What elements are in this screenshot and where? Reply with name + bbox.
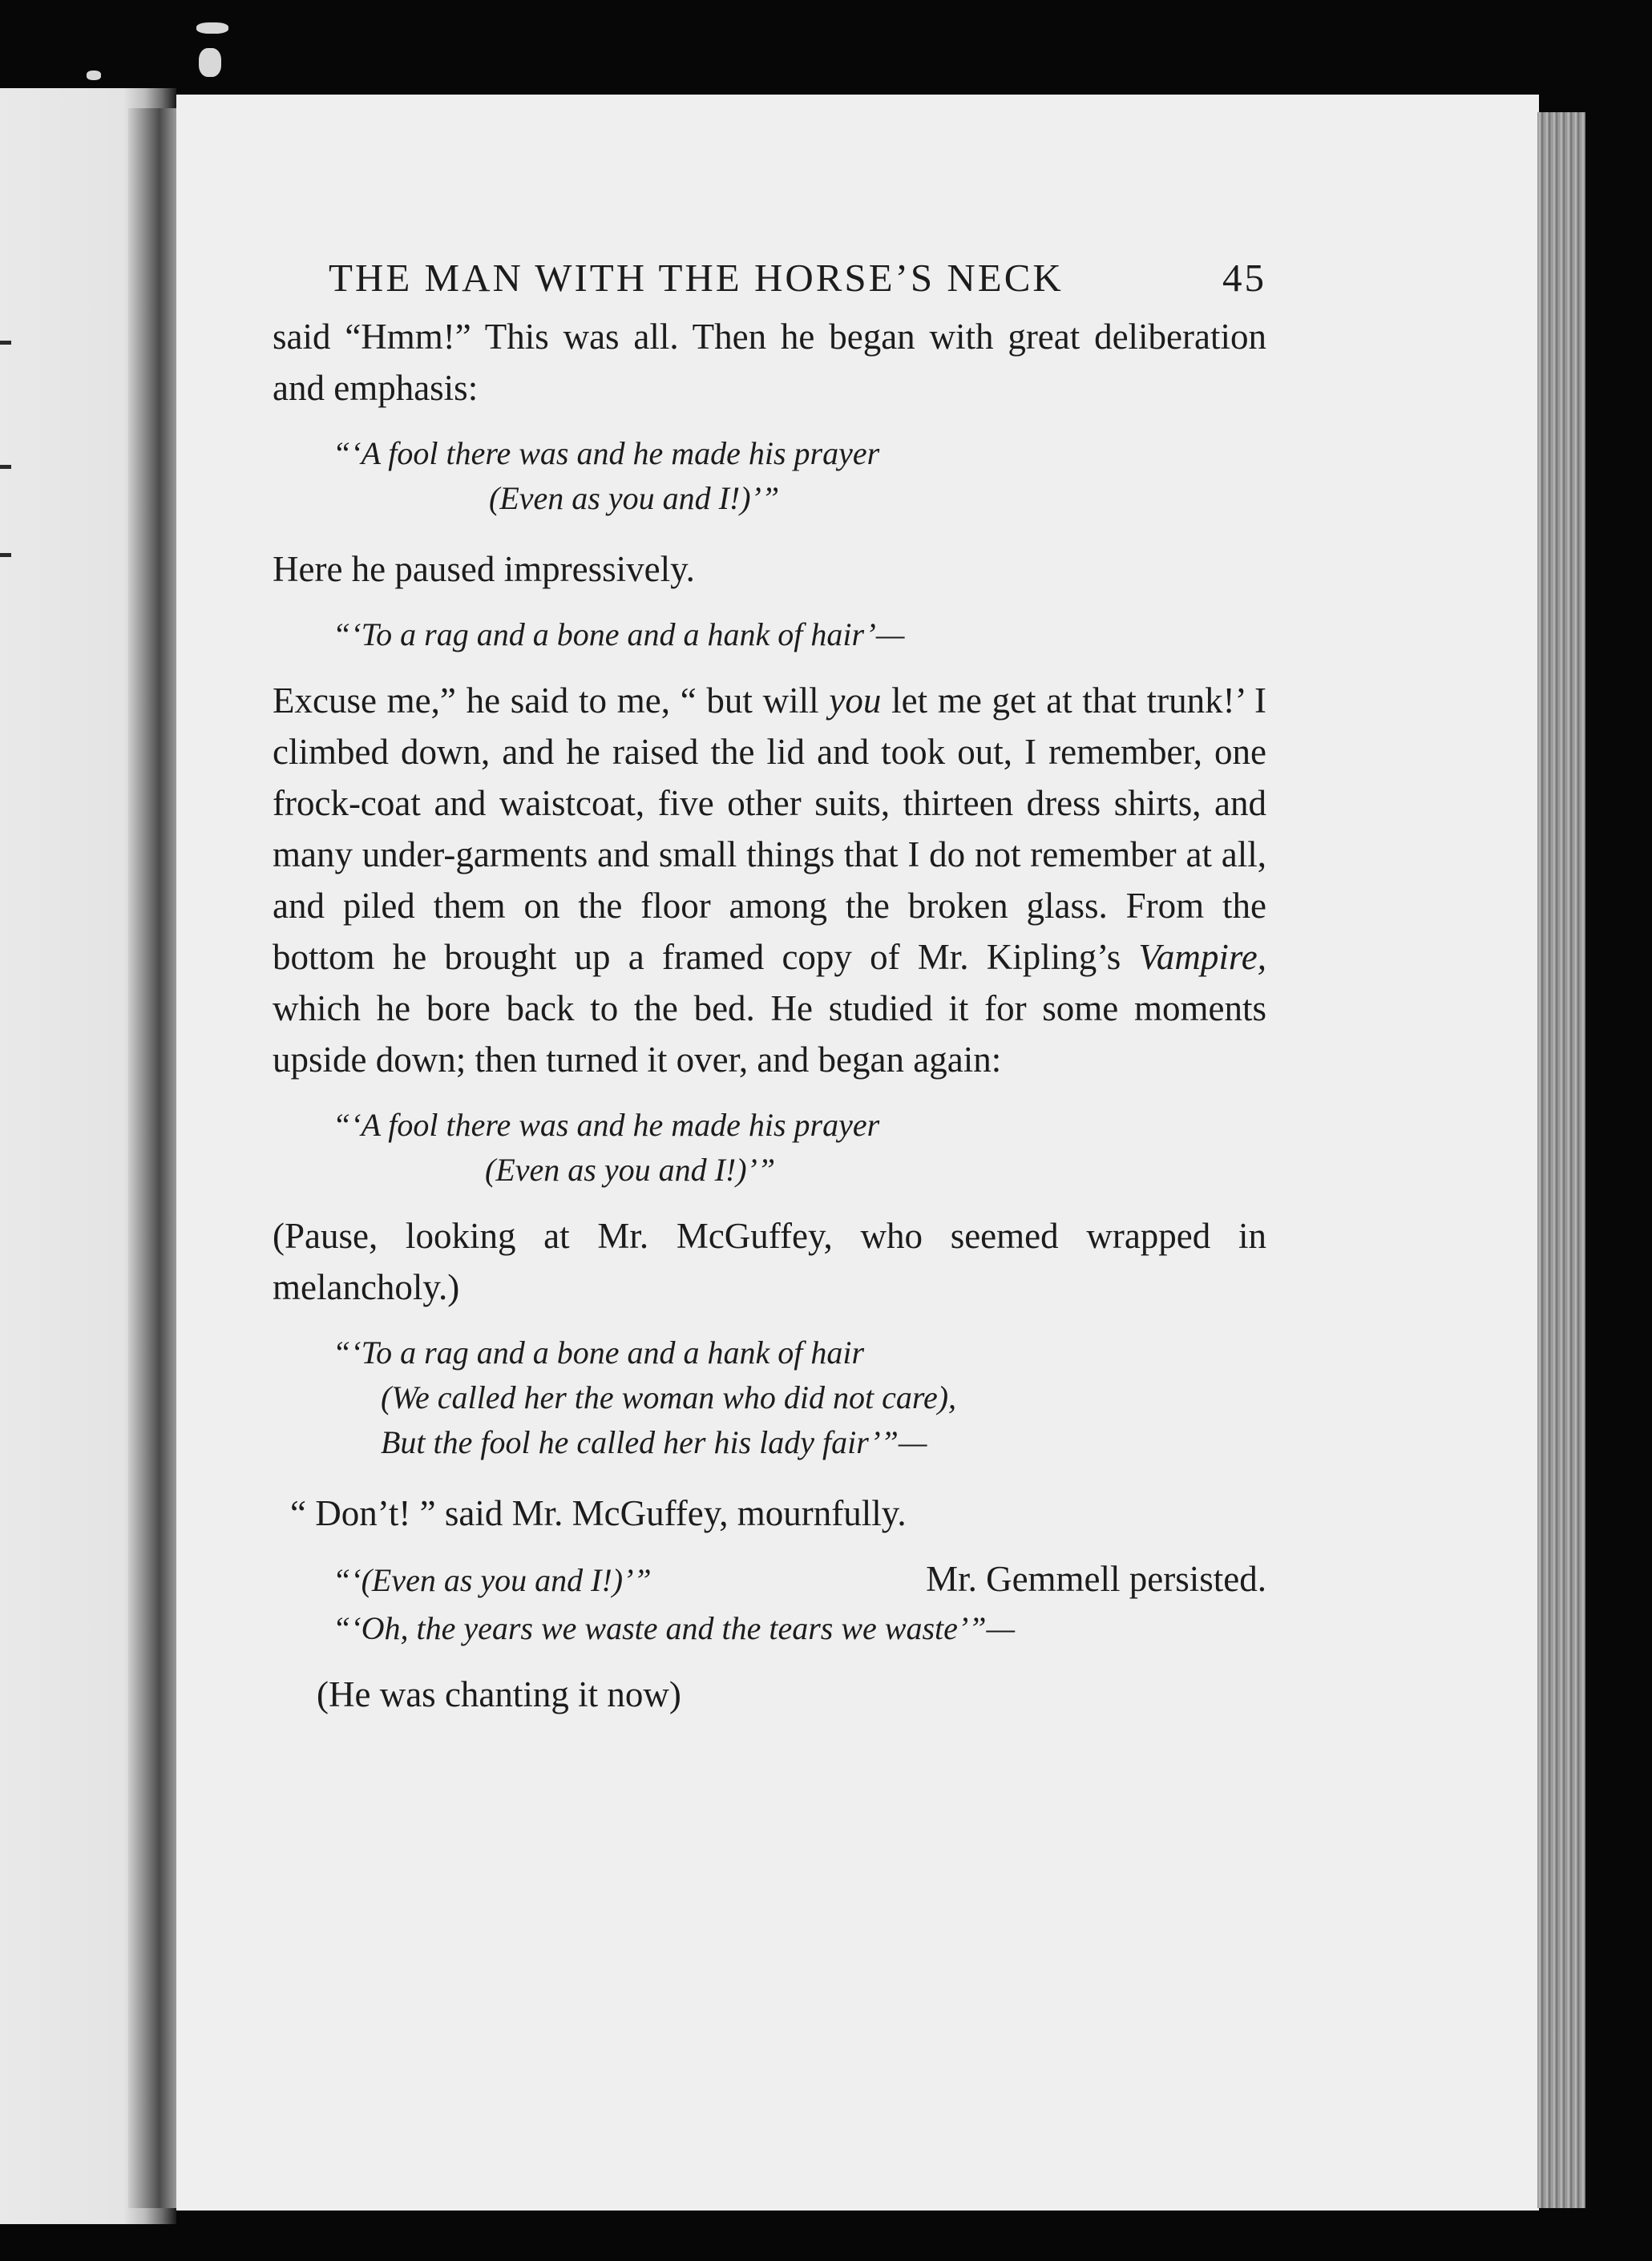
paragraph-text: which he bore back to the bed. He studied it for some moments upside down; then turned it over, and began again: xyxy=(273,988,1266,1080)
scan-speck xyxy=(196,22,228,34)
margin-mark xyxy=(0,341,11,345)
verse-line: But the fool he called her his lady fair’”— xyxy=(381,1424,927,1460)
verse-line: “‘To a rag and a bone and a hank of hair’— xyxy=(333,616,905,652)
paragraph: “ Don’t! ” said Mr. McGuffey, mournfully. xyxy=(290,1493,907,1533)
verse-line: (We called her the woman who did not care), xyxy=(381,1379,957,1415)
verse-line: “‘Oh, the years we waste and the tears we waste’”— xyxy=(333,1610,1016,1646)
margin-mark xyxy=(0,553,11,557)
page-stack-edge xyxy=(1537,112,1585,2208)
scan-speck xyxy=(199,48,221,77)
verse-line: “‘(Even as you and I!)’” xyxy=(333,1562,652,1598)
verse-line: “‘To a rag and a bone and a hank of hair xyxy=(333,1334,865,1371)
paragraph: (He was chanting it now) xyxy=(317,1674,681,1714)
margin-mark xyxy=(0,465,11,469)
verse-stanza xyxy=(273,1330,1266,1465)
scan-speck xyxy=(87,71,101,80)
paragraph-text: Excuse me,” he said to me, “ but will xyxy=(273,680,830,721)
paragraph-text: let me get at that trunk!’ I climbed down, and he raised the lid and took out, I remember, one frock-coat and waistcoat, five other suits, thirteen dress shirts, and many under-garments and small things that I do not remember at all, and piled them on the floor among the broken glass. From the bottom he brought up a framed copy of Mr. Kipling’s xyxy=(273,680,1266,977)
paragraph xyxy=(273,675,1266,1085)
running-title: THE MAN WITH THE HORSE’S NECK xyxy=(329,256,1064,300)
verse-line: (Even as you and I!)’” xyxy=(485,1152,776,1188)
paragraph-text: Mr. Gemmell persisted. xyxy=(926,1559,1266,1599)
verse-with-prose xyxy=(273,1561,1266,1606)
paragraph: (Pause, looking at Mr. McGuffey, who seemed wrapped in melancholy.) xyxy=(273,1216,1266,1307)
paragraph: Here he paused impressively. xyxy=(273,549,695,589)
verse-stanza xyxy=(273,612,1266,657)
page-number: 45 xyxy=(1222,256,1266,300)
page-content xyxy=(273,255,1266,1720)
book-gutter xyxy=(128,108,176,2208)
emphasis-you: you xyxy=(829,680,882,721)
verse-line: “‘A fool there was and he made his prayer xyxy=(333,435,880,471)
running-head xyxy=(273,255,1266,311)
verse-stanza xyxy=(273,431,1266,521)
verse-line: (Even as you and I!)’” xyxy=(489,480,780,516)
paragraph: said “Hmm!” This was all. Then he began with great deliberation and emphasis: xyxy=(273,317,1266,408)
verse-stanza xyxy=(273,1103,1266,1193)
verse-stanza xyxy=(273,1606,1266,1651)
verse-line: “‘A fool there was and he made his prayer xyxy=(333,1107,880,1143)
emphasis-title: Vampire, xyxy=(1138,937,1266,977)
